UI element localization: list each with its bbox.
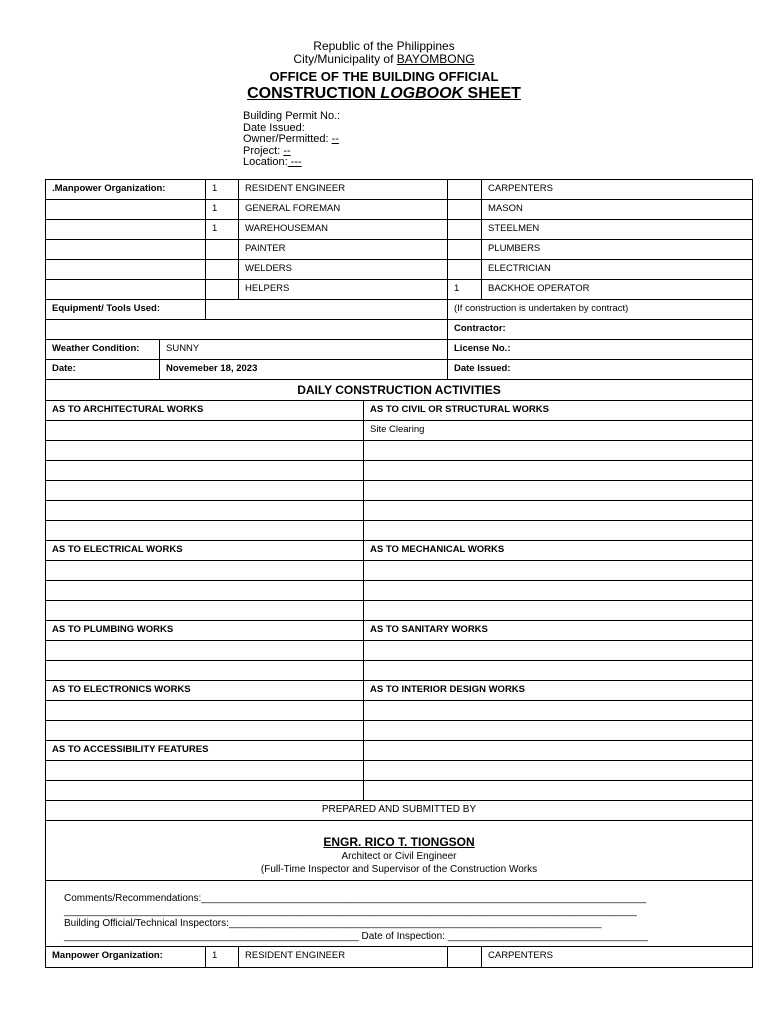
manpower-role: BACKHOE OPERATOR [488,283,590,294]
date-label: Date: [46,360,160,379]
location-label: Location: [243,156,288,168]
owner-label: Owner/Permitted: [243,133,332,145]
equipment-row [46,300,752,320]
electrical-entry[interactable] [46,561,364,580]
date-issued-label: Date Issued: [454,363,511,374]
civil-entry[interactable] [364,481,752,500]
prepared-row [46,801,752,821]
architectural-entry[interactable] [46,461,364,480]
office-title: OFFICE OF THE BUILDING OFFICIAL [269,69,499,84]
electrical-entry[interactable] [46,581,364,600]
sanitary-entry[interactable] [364,641,752,660]
activity-row [46,441,752,461]
architectural-entry[interactable] [46,421,364,440]
activity-row [46,761,752,781]
activity-row [46,661,752,681]
activity-row [46,581,752,601]
manpower-row [46,260,752,280]
mechanical-entry[interactable] [364,561,752,580]
permit-info [243,111,340,169]
equipment-label: Equipment/ Tools Used: [46,300,206,319]
manpower-label: .Manpower Organization: [46,180,206,199]
contractor-label: Contractor: [454,323,506,334]
sanitary-entry[interactable] [364,661,752,680]
interior-entry[interactable] [364,701,752,720]
electronics-entry[interactable] [46,701,364,720]
title-part-c: SHEET [463,85,521,102]
inspection-date-label: Date of Inspection: ____________________________________ [358,930,648,942]
accessibility-entry[interactable] [46,781,364,800]
title-part-b: LOGBOOK [380,85,464,102]
plumbing-header: AS TO PLUMBING WORKS [46,621,364,640]
manpower-role: WAREHOUSEMAN [239,220,448,239]
owner-value: -- [331,133,339,145]
plumbing-entry[interactable] [46,641,364,660]
comments-block[interactable] [46,881,752,946]
manpower-role: MASON [488,203,523,214]
empty-cell[interactable] [364,781,752,800]
manpower-row [46,240,752,260]
title-part-a: CONSTRUCTION [247,85,381,102]
activity-row [46,601,752,621]
architectural-entry[interactable] [46,441,364,460]
civil-entry: Site Clearing [370,424,425,435]
manpower-row [46,180,752,200]
empty-cell [46,320,448,339]
date-row [46,360,752,380]
activity-header-row [46,541,752,561]
license-label: License No.: [454,343,511,354]
plumbing-entry[interactable] [46,661,364,680]
architectural-header: AS TO ARCHITECTURAL WORKS [46,401,364,420]
manpower-role: RESIDENT ENGINEER [239,947,448,967]
activity-header-row [46,621,752,641]
electrical-header: AS TO ELECTRICAL WORKS [46,541,364,560]
comments-row [46,881,752,947]
civil-entry[interactable] [364,521,752,540]
manpower-qty [448,260,482,279]
manpower-qty [206,280,239,299]
civil-entry[interactable] [364,501,752,520]
activity-header-row [46,681,752,701]
activity-row [46,641,752,661]
inspectors-line: Building Official/Technical Inspectors:___________________________________________________________________ [64,918,602,929]
manpower-role: GENERAL FOREMAN [239,200,448,219]
city-name: BAYOMBONG [396,52,475,66]
activity-row [46,461,752,481]
manpower-qty [448,947,482,967]
electronics-entry[interactable] [46,721,364,740]
accessibility-entry[interactable] [46,761,364,780]
engineer-role-note: (Full-Time Inspector and Supervisor of the Construction Works [260,864,538,875]
signature-block [46,821,752,880]
manpower-row [46,220,752,240]
activity-row [46,501,752,521]
manpower-role: HELPERS [239,280,448,299]
interior-entry[interactable] [364,721,752,740]
logbook-title [0,86,768,102]
civil-entry[interactable] [364,441,752,460]
empty-cell [46,220,206,239]
manpower-row [46,200,752,220]
permit-no-line [243,111,340,123]
manpower-row [46,280,752,300]
contractor-row [46,320,752,340]
manpower-role: CARPENTERS [488,183,553,194]
activity-row [46,481,752,501]
footer-manpower-row [46,947,752,968]
activity-row [46,701,752,721]
weather-label: Weather Condition: [46,340,160,359]
location-line [243,157,340,169]
accessibility-header: AS TO ACCESSIBILITY FEATURES [46,741,364,760]
manpower-qty: 1 [206,947,239,967]
manpower-role: ELECTRICIAN [488,263,551,274]
manpower-qty: 1 [206,220,239,239]
city-prefix: City/Municipality of [293,52,397,66]
logbook-form [45,179,753,968]
architectural-entry[interactable] [46,501,364,520]
manpower-qty: 1 [206,180,239,199]
date-value: Novemeber 18, 2023 [160,360,448,379]
manpower-qty [206,260,239,279]
mechanical-header: AS TO MECHANICAL WORKS [370,544,505,555]
project-value: -- [283,144,291,157]
empty-cell [46,280,206,299]
empty-cell [364,741,752,760]
inspection-blank: _____________________________________________________ [64,930,359,942]
civil-header: AS TO CIVIL OR STRUCTURAL WORKS [370,404,549,415]
activity-row [46,781,752,801]
activity-header-row [46,401,752,421]
architectural-entry[interactable] [46,521,364,540]
empty-cell [46,260,206,279]
manpower-qty: 1 [206,200,239,219]
inspection-date-line [64,931,734,944]
empty-cell [46,240,206,259]
activity-row [46,721,752,741]
date-issued-line: Date Issued: [243,121,305,134]
manpower-role: STEELMEN [488,223,540,234]
manpower-qty [448,240,482,259]
activities-title: DAILY CONSTRUCTION ACTIVITIES [297,383,501,397]
weather-row [46,340,752,360]
mechanical-entry[interactable] [364,601,752,620]
empty-cell [46,200,206,219]
engineer-role: Architect or Civil Engineer [341,851,457,862]
equipment-value[interactable] [206,300,448,319]
activities-title-row [46,380,752,401]
manpower-role: CARPENTERS [488,950,553,961]
empty-cell[interactable] [364,761,752,780]
manpower-qty [448,180,482,199]
weather-value: SUNNY [160,340,448,359]
contract-note: (If construction is undertaken by contract) [454,303,629,314]
manpower-qty [448,220,482,239]
activity-header-row [46,741,752,761]
electronics-header: AS TO ELECTRONICS WORKS [46,681,364,700]
manpower-qty [206,240,239,259]
project-label: Project: [243,144,284,157]
comments-line: Comments/Recommendations:________________________________________________________________________________ [64,893,647,904]
manpower-role: PAINTER [239,240,448,259]
manpower-role: RESIDENT ENGINEER [239,180,448,199]
architectural-entry[interactable] [46,481,364,500]
republic-line: Republic of the Philippines [313,39,455,53]
mechanical-entry[interactable] [364,581,752,600]
interior-header: AS TO INTERIOR DESIGN WORKS [370,684,526,695]
manpower-role: PLUMBERS [488,243,541,254]
manpower-qty: 1 [448,280,482,299]
location-value: --- [287,156,302,168]
activity-row [46,421,752,441]
engineer-name: ENGR. RICO T. TIONGSON [323,835,475,849]
electrical-entry[interactable] [46,601,364,620]
activity-row [46,521,752,541]
manpower-qty [448,200,482,219]
footer-manpower-label: Manpower Organization: [46,947,206,967]
city-line [0,53,768,65]
comments-line: _______________________________________________________________________________________________________ [64,905,637,917]
activity-row [46,561,752,581]
manpower-role: WELDERS [239,260,448,279]
signature-row [46,821,752,881]
sanitary-header: AS TO SANITARY WORKS [370,624,488,635]
civil-entry[interactable] [364,461,752,480]
prepared-label: PREPARED AND SUBMITTED BY [321,804,477,815]
permit-no-label: Building Permit No.: [243,110,341,122]
